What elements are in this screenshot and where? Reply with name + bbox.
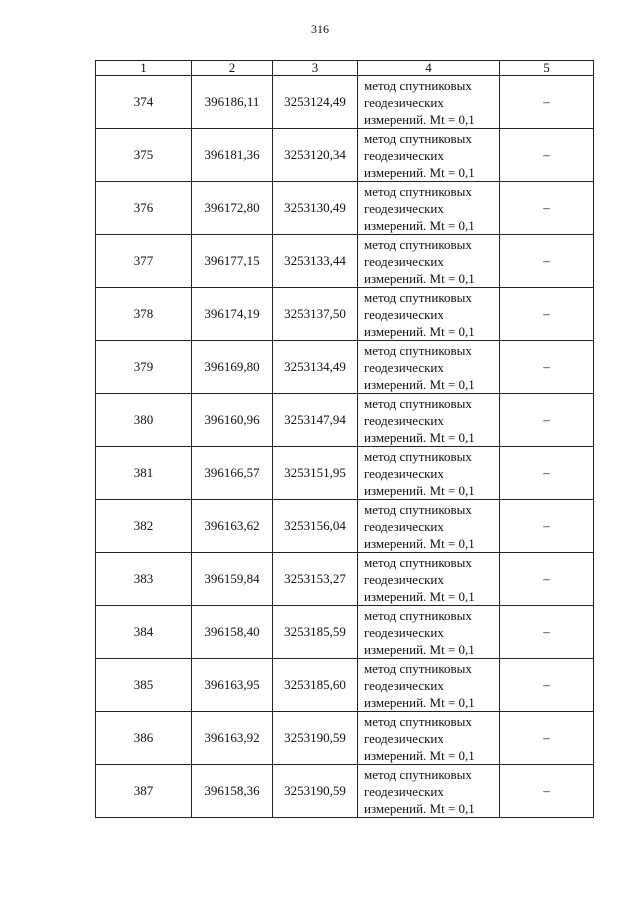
- method-line: геодезических: [364, 783, 444, 799]
- point-number-cell: 382: [96, 500, 192, 553]
- y-coordinate-cell: 3253130,49: [273, 182, 358, 235]
- column-header: 1: [96, 61, 192, 76]
- note-cell: –: [500, 712, 594, 765]
- method-line: метод спутниковых: [364, 448, 472, 464]
- x-coordinate-cell: 396163,95: [192, 659, 273, 712]
- method-line: геодезических: [364, 677, 444, 693]
- method-line: метод спутниковых: [364, 395, 472, 411]
- table-row: [96, 129, 594, 182]
- method-cell: [358, 712, 500, 765]
- method-line: метод спутниковых: [364, 342, 472, 358]
- method-line: геодезических: [364, 518, 444, 534]
- x-coordinate-cell: 396172,80: [192, 182, 273, 235]
- table-row: [96, 553, 594, 606]
- table-body: [96, 76, 594, 818]
- method-line: метод спутниковых: [364, 130, 472, 146]
- point-number-cell: 374: [96, 76, 192, 129]
- method-line: измерений. Mt = 0,1: [364, 111, 475, 127]
- note-cell: –: [500, 500, 594, 553]
- table-row: [96, 394, 594, 447]
- method-cell: [358, 182, 500, 235]
- y-coordinate-cell: 3253137,50: [273, 288, 358, 341]
- table-row: [96, 182, 594, 235]
- x-coordinate-cell: 396163,62: [192, 500, 273, 553]
- note-cell: –: [500, 129, 594, 182]
- method-cell: [358, 235, 500, 288]
- method-line: геодезических: [364, 624, 444, 640]
- method-line: измерений. Mt = 0,1: [364, 164, 475, 180]
- method-line: метод спутниковых: [364, 501, 472, 517]
- point-number-cell: 379: [96, 341, 192, 394]
- note-cell: –: [500, 76, 594, 129]
- method-line: измерений. Mt = 0,1: [364, 800, 475, 816]
- method-line: геодезических: [364, 147, 444, 163]
- note-cell: –: [500, 182, 594, 235]
- point-number-cell: 387: [96, 765, 192, 818]
- method-line: метод спутниковых: [364, 554, 472, 570]
- method-cell: [358, 447, 500, 500]
- y-coordinate-cell: 3253147,94: [273, 394, 358, 447]
- method-line: метод спутниковых: [364, 660, 472, 676]
- coordinates-table: [95, 60, 594, 818]
- method-line: измерений. Mt = 0,1: [364, 641, 475, 657]
- y-coordinate-cell: 3253151,95: [273, 447, 358, 500]
- note-cell: –: [500, 659, 594, 712]
- method-line: измерений. Mt = 0,1: [364, 429, 475, 445]
- column-header: 3: [273, 61, 358, 76]
- method-cell: [358, 606, 500, 659]
- method-line: метод спутниковых: [364, 607, 472, 623]
- note-cell: –: [500, 447, 594, 500]
- point-number-cell: 383: [96, 553, 192, 606]
- table-row: [96, 500, 594, 553]
- table-row: [96, 712, 594, 765]
- x-coordinate-cell: 396181,36: [192, 129, 273, 182]
- table-row: [96, 765, 594, 818]
- x-coordinate-cell: 396160,96: [192, 394, 273, 447]
- x-coordinate-cell: 396159,84: [192, 553, 273, 606]
- table-row: [96, 288, 594, 341]
- method-line: метод спутниковых: [364, 183, 472, 199]
- point-number-cell: 386: [96, 712, 192, 765]
- point-number-cell: 385: [96, 659, 192, 712]
- method-line: геодезических: [364, 200, 444, 216]
- table-row: [96, 659, 594, 712]
- point-number-cell: 377: [96, 235, 192, 288]
- x-coordinate-cell: 396158,40: [192, 606, 273, 659]
- method-line: измерений. Mt = 0,1: [364, 588, 475, 604]
- y-coordinate-cell: 3253124,49: [273, 76, 358, 129]
- point-number-cell: 375: [96, 129, 192, 182]
- method-cell: [358, 76, 500, 129]
- method-line: измерений. Mt = 0,1: [364, 217, 475, 233]
- method-line: геодезических: [364, 253, 444, 269]
- method-line: метод спутниковых: [364, 77, 472, 93]
- method-line: геодезических: [364, 412, 444, 428]
- point-number-cell: 378: [96, 288, 192, 341]
- point-number-cell: 380: [96, 394, 192, 447]
- point-number-cell: 376: [96, 182, 192, 235]
- note-cell: –: [500, 606, 594, 659]
- y-coordinate-cell: 3253133,44: [273, 235, 358, 288]
- table-header-row: [96, 61, 594, 76]
- method-line: метод спутниковых: [364, 289, 472, 305]
- x-coordinate-cell: 396177,15: [192, 235, 273, 288]
- x-coordinate-cell: 396186,11: [192, 76, 273, 129]
- y-coordinate-cell: 3253185,60: [273, 659, 358, 712]
- note-cell: –: [500, 235, 594, 288]
- table-row: [96, 341, 594, 394]
- page-number: 316: [311, 22, 329, 36]
- note-cell: –: [500, 553, 594, 606]
- x-coordinate-cell: 396158,36: [192, 765, 273, 818]
- note-cell: –: [500, 288, 594, 341]
- method-line: метод спутниковых: [364, 766, 472, 782]
- method-line: измерений. Mt = 0,1: [364, 694, 475, 710]
- y-coordinate-cell: 3253156,04: [273, 500, 358, 553]
- method-line: геодезических: [364, 730, 444, 746]
- note-cell: –: [500, 765, 594, 818]
- column-header: 4: [358, 61, 500, 76]
- point-number-cell: 384: [96, 606, 192, 659]
- column-header: 2: [192, 61, 273, 76]
- method-line: измерений. Mt = 0,1: [364, 376, 475, 392]
- x-coordinate-cell: 396166,57: [192, 447, 273, 500]
- method-line: измерений. Mt = 0,1: [364, 482, 475, 498]
- method-cell: [358, 765, 500, 818]
- y-coordinate-cell: 3253190,59: [273, 712, 358, 765]
- table-row: [96, 76, 594, 129]
- method-line: измерений. Mt = 0,1: [364, 323, 475, 339]
- method-cell: [358, 394, 500, 447]
- method-cell: [358, 341, 500, 394]
- table-row: [96, 606, 594, 659]
- method-cell: [358, 129, 500, 182]
- method-line: измерений. Mt = 0,1: [364, 747, 475, 763]
- point-number-cell: 381: [96, 447, 192, 500]
- x-coordinate-cell: 396174,19: [192, 288, 273, 341]
- y-coordinate-cell: 3253190,59: [273, 765, 358, 818]
- note-cell: –: [500, 341, 594, 394]
- method-line: геодезических: [364, 465, 444, 481]
- method-line: геодезических: [364, 359, 444, 375]
- y-coordinate-cell: 3253185,59: [273, 606, 358, 659]
- x-coordinate-cell: 396163,92: [192, 712, 273, 765]
- column-header: 5: [500, 61, 594, 76]
- method-cell: [358, 500, 500, 553]
- method-line: геодезических: [364, 571, 444, 587]
- method-line: измерений. Mt = 0,1: [364, 270, 475, 286]
- method-line: геодезических: [364, 306, 444, 322]
- method-line: измерений. Mt = 0,1: [364, 535, 475, 551]
- method-cell: [358, 553, 500, 606]
- note-cell: –: [500, 394, 594, 447]
- method-line: метод спутниковых: [364, 236, 472, 252]
- method-cell: [358, 288, 500, 341]
- method-line: геодезических: [364, 94, 444, 110]
- method-line: метод спутниковых: [364, 713, 472, 729]
- table-row: [96, 235, 594, 288]
- table-row: [96, 447, 594, 500]
- y-coordinate-cell: 3253134,49: [273, 341, 358, 394]
- y-coordinate-cell: 3253120,34: [273, 129, 358, 182]
- method-cell: [358, 659, 500, 712]
- x-coordinate-cell: 396169,80: [192, 341, 273, 394]
- y-coordinate-cell: 3253153,27: [273, 553, 358, 606]
